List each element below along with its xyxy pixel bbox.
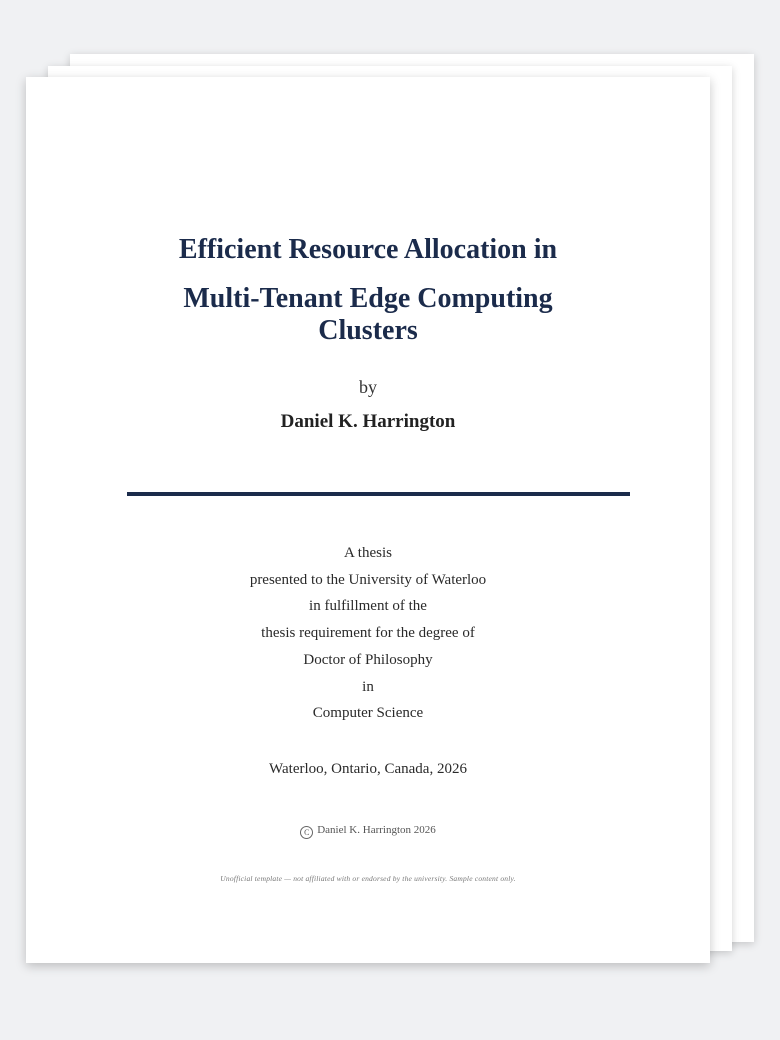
- thesis-title-line-1: Efficient Resource Allocation in: [178, 234, 558, 265]
- thesis-statement-line: thesis requirement for the degree of: [261, 625, 475, 642]
- thesis-statement-line: in fulfillment of the: [309, 598, 427, 615]
- disclaimer-text: Unofficial template — not affiliated with or endorsed by the university. Sample content only.: [220, 874, 516, 883]
- degree-name: Doctor of Philosophy: [303, 651, 433, 668]
- copyright-text: Daniel K. Harrington 2026: [317, 824, 436, 836]
- divider-rule: [127, 492, 630, 496]
- thesis-title-line-2: Multi-Tenant Edge Computing Clusters: [183, 283, 553, 346]
- thesis-statement-line: presented to the University of Waterloo: [249, 571, 487, 588]
- thesis-statement-line: A thesis: [344, 545, 392, 561]
- thesis-statement: [26, 540, 710, 727]
- title-page: [26, 77, 710, 963]
- place-and-year: Waterloo, Ontario, Canada, 2026: [269, 761, 467, 777]
- copyright-line: [26, 824, 710, 839]
- program-name: Computer Science: [312, 705, 424, 722]
- author-name: Daniel K. Harrington: [280, 411, 456, 432]
- thesis-statement-line: in: [362, 678, 374, 695]
- copyright-icon: C: [300, 826, 313, 839]
- by-label: by: [359, 377, 377, 397]
